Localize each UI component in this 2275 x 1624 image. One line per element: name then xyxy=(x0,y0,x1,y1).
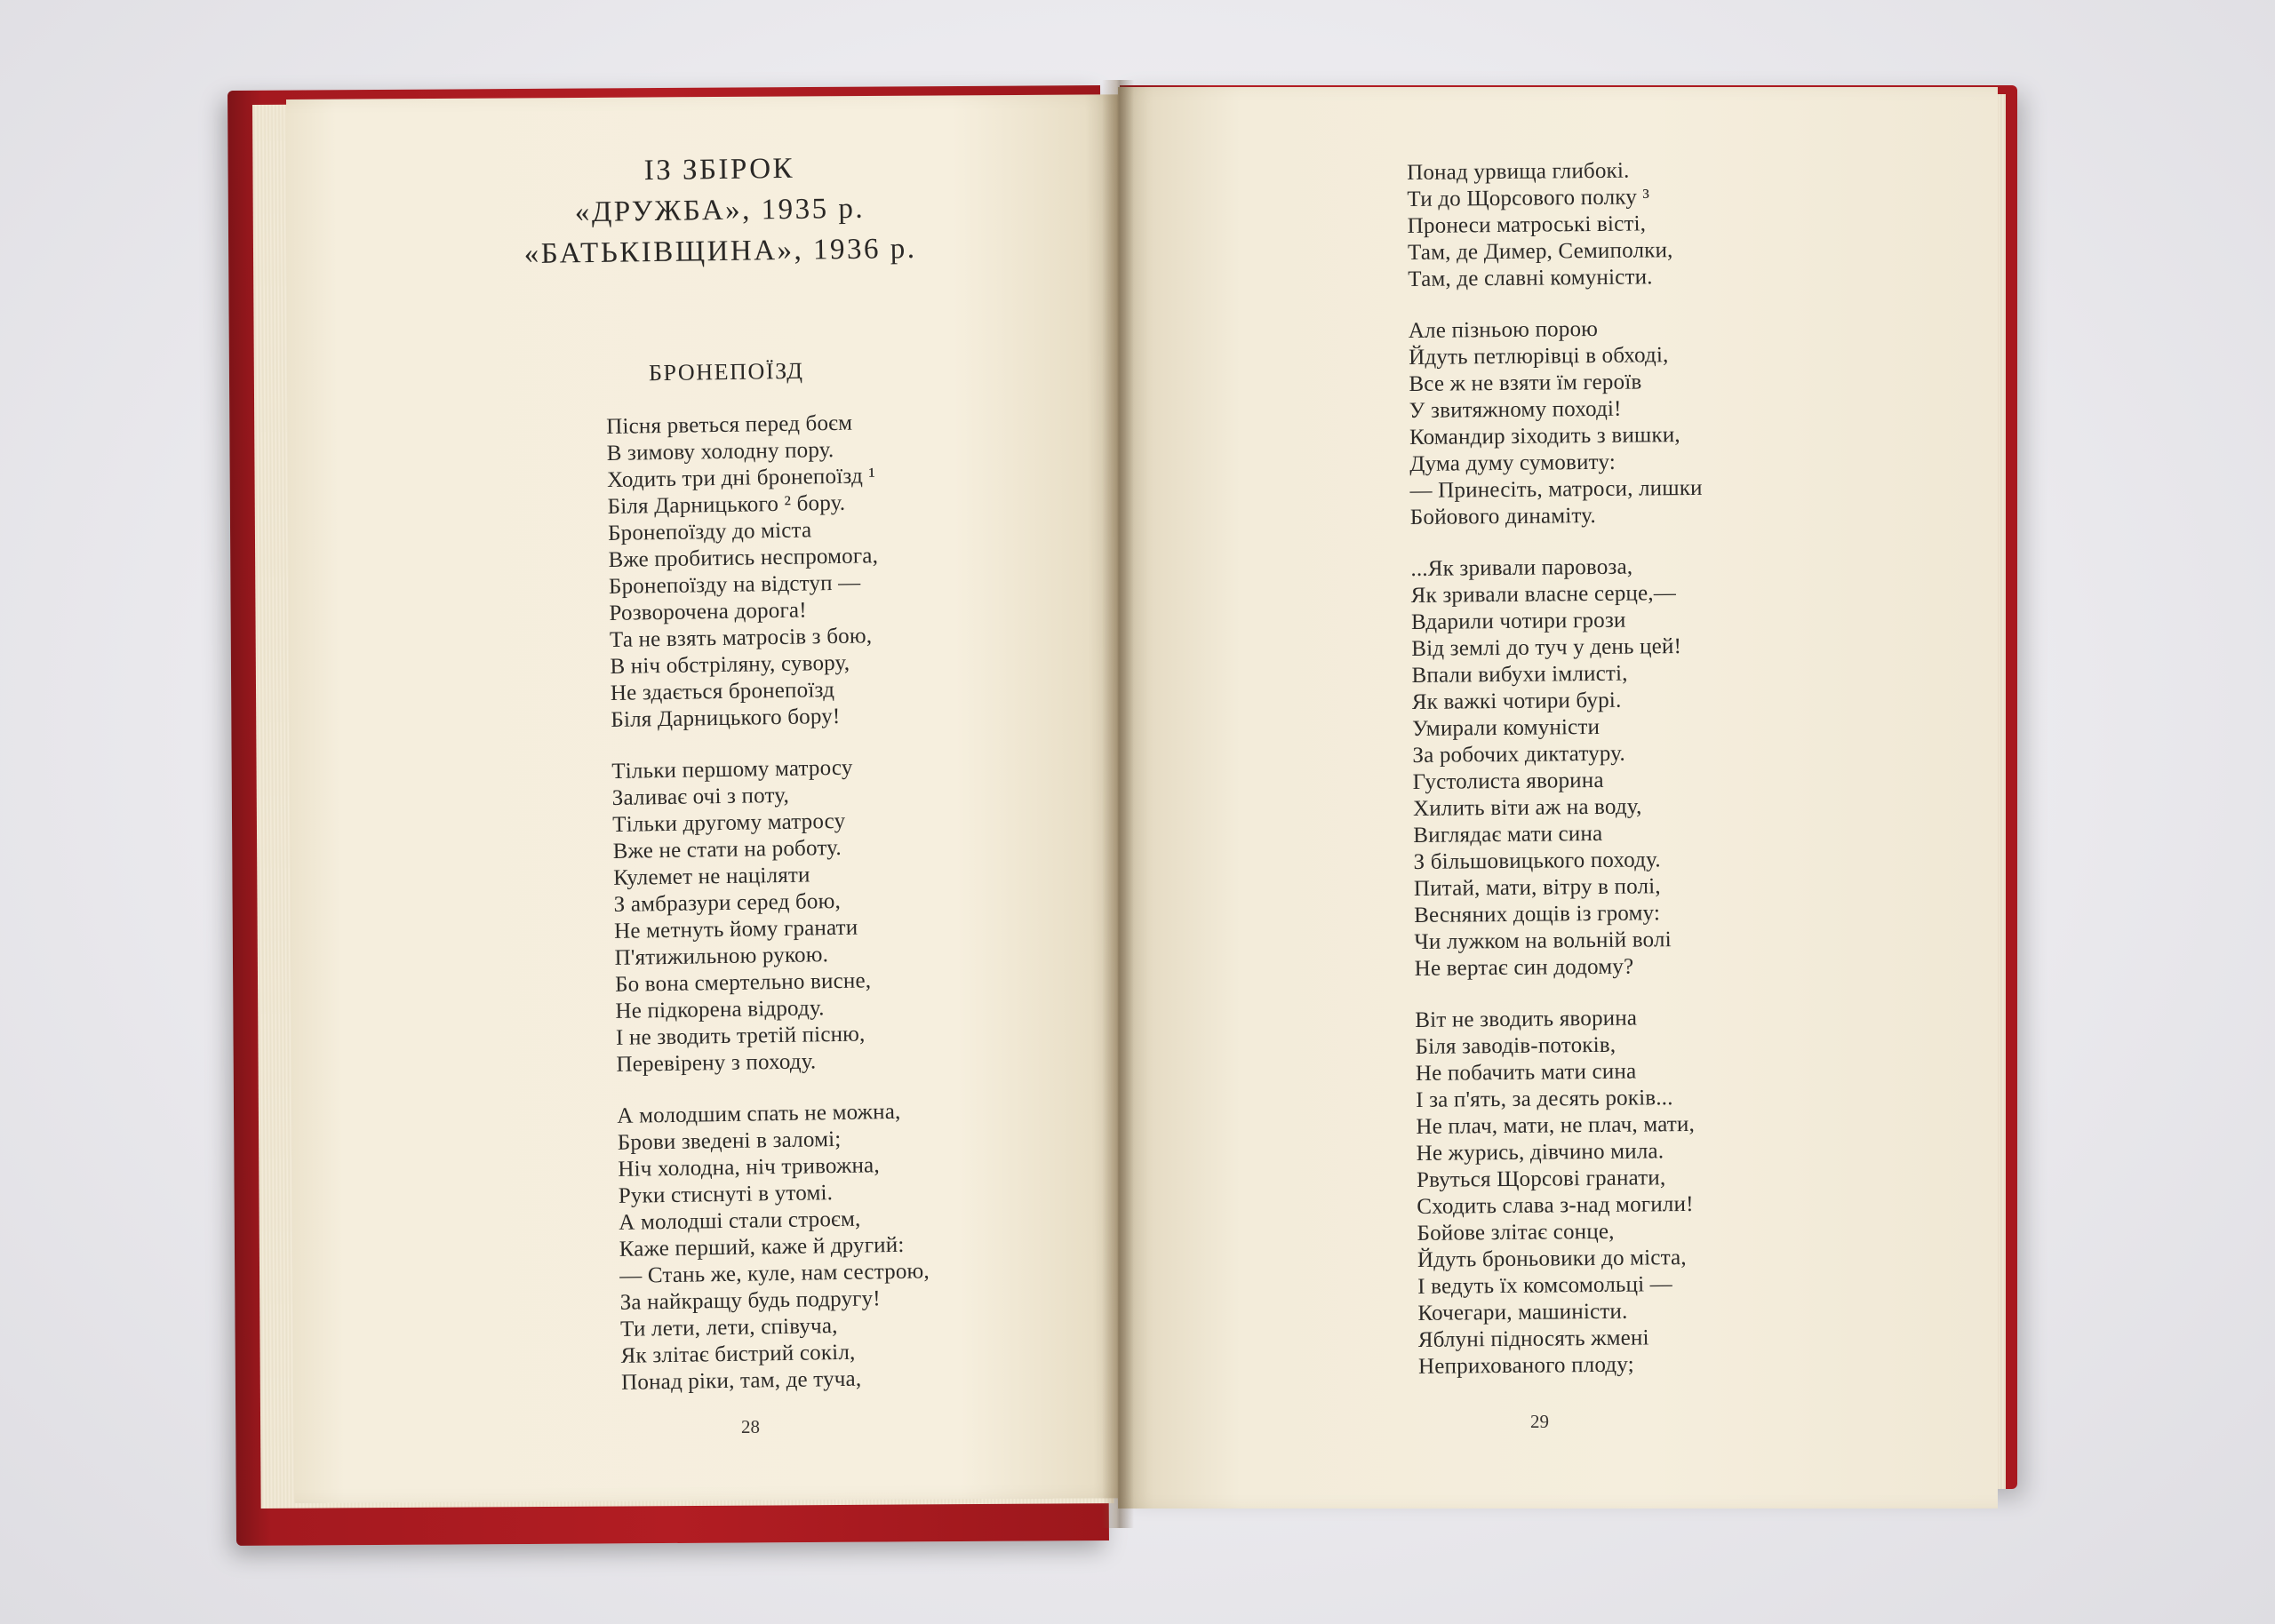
stanza xyxy=(1407,157,1701,293)
verse-line: Руки стиснуті в утомі. xyxy=(618,1181,834,1208)
verse-line: Бо вона смертельно висне, xyxy=(614,968,872,997)
verse-line: Вже пробитись неспромога, xyxy=(608,544,879,572)
verse-line: Сходить слава з-над могили! xyxy=(1417,1191,1694,1219)
verse-line: Чи лужком на вольній волі xyxy=(1414,927,1672,954)
verse-line: Бронепоїзду на відступ — xyxy=(608,570,861,599)
stanza xyxy=(1409,315,1703,531)
verse-line: Вдарили чотири грози xyxy=(1410,608,1626,634)
verse-line: Та не взять матросів з бою, xyxy=(609,624,873,652)
verse-line: За робочих диктатуру. xyxy=(1412,741,1626,768)
verse-line: Не метнуть йому гранати xyxy=(613,915,858,943)
verse-line: Не здається бронепоїзд xyxy=(610,678,835,705)
verse-line: Не плач, мати, не плач, мати, xyxy=(1416,1111,1696,1139)
book-spine-gutter xyxy=(1102,80,1134,1528)
verse-line: В ніч обстріляну, сувору, xyxy=(610,650,850,679)
verse-line: Біля Дарницького бору! xyxy=(611,704,841,732)
verse-line: Бойового динаміту. xyxy=(1409,503,1597,529)
verse-line: Як важкі чотири бурі. xyxy=(1411,688,1622,714)
poem-title: БРОНЕПОЇЗД xyxy=(648,357,804,386)
verse-line: — Принесіть, матроси, лишки xyxy=(1409,475,1703,503)
verse-line: Яблуні підносять жмені xyxy=(1417,1325,1649,1352)
verse-line: Бронепоїзду до міста xyxy=(607,518,812,545)
verse-line: Заливає очі з поту, xyxy=(611,783,790,810)
verse-line: Ходить три дні бронепоїзд ¹ xyxy=(606,464,876,492)
verse-line: Від землі до туч у день цей! xyxy=(1411,634,1682,661)
verse-line: Все ж не взяти їм героїв xyxy=(1409,370,1642,396)
verse-line: Біля заводів-потоків, xyxy=(1415,1032,1616,1059)
verse-line: А молодшим спать не можна, xyxy=(617,1099,901,1128)
verse-line: За найкращу будь подругу! xyxy=(619,1286,882,1315)
verse-line: Тільки другому матросу xyxy=(612,808,846,837)
heading-line: «БАТЬКІВЩИНА», 1936 р. xyxy=(523,232,917,271)
verse-line: ...Як зривали паровоза, xyxy=(1410,554,1633,581)
verse-line: Виглядає мати сина xyxy=(1413,821,1603,848)
verse-line: Весняних дощів із грому: xyxy=(1414,901,1661,927)
verse-line: Каже перший, каже й другий: xyxy=(619,1232,905,1262)
verse-line: Кочегари, машиністи. xyxy=(1417,1299,1628,1325)
verse-line: І за п'ять, за десять років... xyxy=(1416,1086,1673,1112)
verse-line: Брови зведені в заломі; xyxy=(617,1126,842,1155)
verse-line: Ти лети, лети, співуча, xyxy=(619,1314,838,1341)
stanza xyxy=(606,410,921,734)
left-page-body xyxy=(606,410,931,1421)
verse-line: Умирали комуністи xyxy=(1412,714,1600,741)
collection-heading xyxy=(515,147,925,275)
verse-line: І не зводить третій пісню, xyxy=(615,1022,866,1050)
verse-line: Кулемет не націляти xyxy=(612,863,810,890)
verse-line: В зимову холодну пору. xyxy=(606,437,834,466)
verse-line: У звитяжному поході! xyxy=(1409,396,1622,423)
stanza xyxy=(617,1098,931,1396)
verse-line: Питай, мати, вітру в полі, xyxy=(1413,874,1661,901)
verse-line: Як зривали власне серце,— xyxy=(1410,581,1677,608)
verse-line: І ведуть їх комсомольці — xyxy=(1417,1272,1673,1299)
verse-line: Впали вибухи імлисті, xyxy=(1411,661,1628,688)
verse-line: Хилить віти аж на воду, xyxy=(1412,794,1642,821)
verse-line: Пісня рветься перед боєм xyxy=(606,410,853,439)
verse-line: П'ятижильною рукою. xyxy=(614,943,829,970)
verse-line: Розворочена дорога! xyxy=(609,598,807,625)
verse-line: Йдуть броньовики до міста, xyxy=(1417,1246,1687,1272)
verse-line: Там, де Димер, Семиполки, xyxy=(1407,238,1673,265)
heading-line: ІЗ ЗБІРОК xyxy=(643,152,795,187)
verse-line: Йдуть петлюрівці в обході, xyxy=(1409,343,1669,370)
verse-line: — Стань же, куле, нам сестрою, xyxy=(619,1259,930,1288)
verse-line: Не підкорена відроду. xyxy=(615,996,825,1023)
verse-line: Рвуться Щорсові гранати, xyxy=(1416,1166,1666,1192)
verse-line: Понад урвища глибокі. xyxy=(1407,158,1630,185)
verse-line: Не побачить мати сина xyxy=(1415,1059,1637,1086)
stanza xyxy=(1415,1005,1711,1381)
verse-line: З більшовицького походу. xyxy=(1413,848,1661,874)
verse-line: Не вертає син додому? xyxy=(1414,954,1634,981)
verse-line: Густолиста яворина xyxy=(1412,768,1604,794)
verse-line: Неприхованого плоду; xyxy=(1417,1352,1634,1379)
verse-line: Перевірену з походу. xyxy=(616,1049,817,1077)
right-page-body xyxy=(1407,157,1712,1405)
verse-line: Біля Дарницького ² бору. xyxy=(607,490,846,519)
verse-line: Командир зіходить з вишки, xyxy=(1409,423,1680,450)
heading-line: «ДРУЖБА», 1935 р. xyxy=(574,192,866,229)
verse-line: Тільки першому матросу xyxy=(611,755,853,784)
verse-line: Не журись, дівчино мила. xyxy=(1416,1139,1664,1166)
verse-line: З амбразури серед бою, xyxy=(613,888,842,917)
verse-line: Ти до Щорсового полку ³ xyxy=(1407,185,1650,211)
verse-line: Вже не стати на роботу. xyxy=(612,835,842,864)
verse-line: Як злітає бистрий сокіл, xyxy=(620,1340,856,1368)
verse-line: Ніч холодна, ніч тривожна, xyxy=(618,1153,881,1182)
verse-line: Там, де славні комуністи. xyxy=(1408,265,1653,291)
page-number-right: 29 xyxy=(1530,1411,1549,1432)
verse-line: Понад ріки, там, де туча, xyxy=(620,1366,862,1395)
verse-line: Але пізньою порою xyxy=(1408,316,1599,343)
verse-line: Бойове злітає сонце, xyxy=(1417,1219,1615,1246)
verse-line: Дума думу сумовиту: xyxy=(1409,450,1616,476)
page-number-left: 28 xyxy=(741,1416,760,1437)
verse-line: А молодші стали строєм, xyxy=(619,1206,861,1235)
verse-line: Віт не зводить яворина xyxy=(1415,1006,1638,1032)
stanza xyxy=(1410,553,1707,983)
stanza xyxy=(611,753,926,1078)
verse-line: Пронеси матроські вісті, xyxy=(1407,211,1647,238)
